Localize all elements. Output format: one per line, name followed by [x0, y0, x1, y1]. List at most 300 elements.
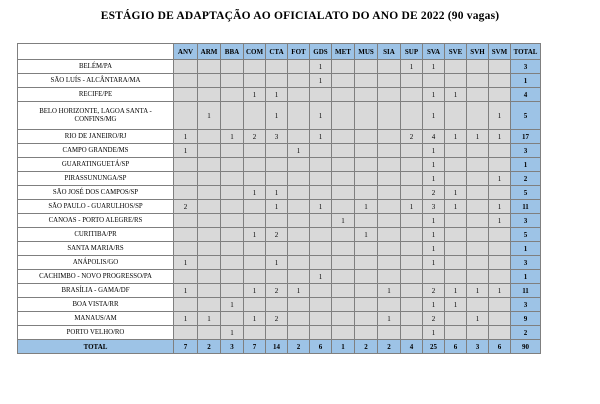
cell-svm: 1: [489, 200, 511, 214]
cell-sve: 1: [445, 284, 467, 298]
cell-cta: [266, 298, 288, 312]
row-total: 5: [511, 228, 541, 242]
row-label: CACHIMBO - NOVO PROGRESSO/PA: [18, 270, 174, 284]
total-sva: 25: [423, 340, 445, 354]
cell-com: [244, 144, 266, 158]
cell-sva: 1: [423, 172, 445, 186]
cell-met: [332, 60, 355, 74]
cell-svh: 1: [467, 130, 489, 144]
cell-arm: [198, 228, 221, 242]
row-label: GUARATINGUETÁ/SP: [18, 158, 174, 172]
cell-gds: [310, 214, 332, 228]
cell-com: [244, 214, 266, 228]
cell-arm: [198, 214, 221, 228]
row-total: 5: [511, 102, 541, 130]
cell-anv: 1: [174, 144, 198, 158]
table-row: [18, 74, 541, 88]
row-label: CURITIBA/PR: [18, 228, 174, 242]
cell-com: [244, 60, 266, 74]
cell-anv: 2: [174, 200, 198, 214]
table-row: [18, 298, 541, 312]
cell-fot: [288, 214, 310, 228]
cell-anv: 1: [174, 284, 198, 298]
cell-sve: [445, 228, 467, 242]
cell-met: [332, 298, 355, 312]
cell-cta: 1: [266, 186, 288, 200]
cell-arm: [198, 158, 221, 172]
row-label: BELO HORIZONTE, LAGOA SANTA - CONFINS/MG: [18, 102, 174, 130]
cell-bba: [221, 60, 244, 74]
cell-sve: 1: [445, 88, 467, 102]
cell-anv: [174, 270, 198, 284]
cell-anv: [174, 60, 198, 74]
cell-sup: 2: [401, 130, 423, 144]
cell-sve: [445, 326, 467, 340]
column-header-cta: CTA: [266, 44, 288, 60]
cell-sva: 1: [423, 158, 445, 172]
cell-sup: [401, 326, 423, 340]
total-cta: 14: [266, 340, 288, 354]
cell-com: 2: [244, 130, 266, 144]
total-arm: 2: [198, 340, 221, 354]
row-total: 9: [511, 312, 541, 326]
cell-sup: [401, 242, 423, 256]
cell-sia: [378, 326, 401, 340]
cell-met: 1: [332, 214, 355, 228]
cell-arm: 1: [198, 312, 221, 326]
totals-row: [18, 340, 541, 354]
cell-met: [332, 270, 355, 284]
table-row: [18, 284, 541, 298]
cell-sve: [445, 270, 467, 284]
cell-svm: 1: [489, 214, 511, 228]
cell-met: [332, 88, 355, 102]
cell-sia: [378, 186, 401, 200]
cell-bba: 1: [221, 326, 244, 340]
total-sia: 2: [378, 340, 401, 354]
cell-svm: [489, 326, 511, 340]
cell-arm: [198, 256, 221, 270]
column-header-total: TOTAL: [511, 44, 541, 60]
cell-com: [244, 172, 266, 186]
table-row: [18, 172, 541, 186]
row-total: 1: [511, 242, 541, 256]
cell-arm: [198, 130, 221, 144]
cell-mus: 1: [355, 200, 378, 214]
cell-anv: [174, 74, 198, 88]
cell-mus: [355, 298, 378, 312]
cell-cta: [266, 270, 288, 284]
cell-com: 1: [244, 312, 266, 326]
cell-sup: [401, 74, 423, 88]
cell-bba: [221, 102, 244, 130]
row-label: RIO DE JANEIRO/RJ: [18, 130, 174, 144]
cell-fot: [288, 298, 310, 312]
cell-svm: [489, 256, 511, 270]
cell-svh: [467, 144, 489, 158]
cell-sva: 3: [423, 200, 445, 214]
cell-gds: [310, 312, 332, 326]
cell-met: [332, 172, 355, 186]
cell-mus: [355, 130, 378, 144]
cell-sia: [378, 60, 401, 74]
cell-svh: [467, 256, 489, 270]
row-label: PORTO VELHO/RO: [18, 326, 174, 340]
cell-met: [332, 186, 355, 200]
cell-mus: [355, 144, 378, 158]
cell-bba: [221, 242, 244, 256]
cell-bba: [221, 284, 244, 298]
cell-sup: [401, 284, 423, 298]
cell-sve: [445, 74, 467, 88]
cell-svh: [467, 326, 489, 340]
table-row: [18, 186, 541, 200]
cell-met: [332, 144, 355, 158]
cell-sup: 1: [401, 200, 423, 214]
cell-mus: [355, 172, 378, 186]
cell-sia: [378, 256, 401, 270]
cell-fot: [288, 102, 310, 130]
cell-com: [244, 242, 266, 256]
cell-fot: [288, 200, 310, 214]
cell-gds: [310, 326, 332, 340]
row-total: 17: [511, 130, 541, 144]
cell-anv: [174, 228, 198, 242]
cell-gds: 1: [310, 200, 332, 214]
cell-svh: [467, 60, 489, 74]
cell-com: 1: [244, 228, 266, 242]
cell-sva: 2: [423, 284, 445, 298]
table-row: [18, 88, 541, 102]
cell-sia: [378, 298, 401, 312]
cell-com: [244, 200, 266, 214]
cell-fot: [288, 312, 310, 326]
table-row: [18, 326, 541, 340]
cell-met: [332, 312, 355, 326]
cell-sve: [445, 242, 467, 256]
cell-gds: [310, 186, 332, 200]
cell-bba: [221, 200, 244, 214]
cell-svm: [489, 144, 511, 158]
cell-com: [244, 158, 266, 172]
total-com: 7: [244, 340, 266, 354]
cell-fot: [288, 228, 310, 242]
cell-fot: [288, 270, 310, 284]
cell-cta: [266, 60, 288, 74]
total-svm: 6: [489, 340, 511, 354]
cell-cta: 1: [266, 200, 288, 214]
cell-bba: [221, 172, 244, 186]
cell-arm: [198, 200, 221, 214]
total-sup: 4: [401, 340, 423, 354]
cell-mus: [355, 102, 378, 130]
column-header-sup: SUP: [401, 44, 423, 60]
total-sve: 6: [445, 340, 467, 354]
row-label: SÃO PAULO - GUARULHOS/SP: [18, 200, 174, 214]
cell-sia: [378, 200, 401, 214]
cell-svm: 1: [489, 284, 511, 298]
cell-sia: [378, 130, 401, 144]
cell-anv: [174, 242, 198, 256]
cell-cta: 3: [266, 130, 288, 144]
row-total: 3: [511, 256, 541, 270]
cell-sva: 1: [423, 144, 445, 158]
cell-arm: [198, 270, 221, 284]
row-total: 3: [511, 214, 541, 228]
cell-sup: [401, 172, 423, 186]
cell-mus: [355, 312, 378, 326]
cell-svh: 1: [467, 284, 489, 298]
row-total: 2: [511, 172, 541, 186]
cell-bba: [221, 158, 244, 172]
cell-bba: [221, 88, 244, 102]
cell-svm: [489, 242, 511, 256]
cell-cta: [266, 326, 288, 340]
cell-gds: 1: [310, 130, 332, 144]
row-label: SÃO JOSÉ DOS CAMPOS/SP: [18, 186, 174, 200]
cell-mus: [355, 256, 378, 270]
total-bba: 3: [221, 340, 244, 354]
column-header-arm: ARM: [198, 44, 221, 60]
cell-sia: [378, 144, 401, 158]
cell-mus: 1: [355, 228, 378, 242]
column-header-svh: SVH: [467, 44, 489, 60]
table-row: [18, 242, 541, 256]
cell-svh: [467, 88, 489, 102]
row-total: 3: [511, 144, 541, 158]
cell-arm: [198, 242, 221, 256]
cell-sia: 1: [378, 284, 401, 298]
cell-svh: 1: [467, 312, 489, 326]
cell-svh: [467, 228, 489, 242]
cell-anv: 1: [174, 312, 198, 326]
cell-met: [332, 158, 355, 172]
cell-svh: [467, 200, 489, 214]
row-label: ANÁPOLIS/GO: [18, 256, 174, 270]
cell-anv: 1: [174, 130, 198, 144]
cell-sve: [445, 256, 467, 270]
total-gds: 6: [310, 340, 332, 354]
cell-anv: [174, 102, 198, 130]
cell-sup: [401, 158, 423, 172]
cell-svh: [467, 102, 489, 130]
cell-cta: 2: [266, 312, 288, 326]
cell-sia: [378, 158, 401, 172]
cell-sup: [401, 214, 423, 228]
cell-arm: [198, 326, 221, 340]
cell-anv: [174, 88, 198, 102]
cell-gds: [310, 228, 332, 242]
total-anv: 7: [174, 340, 198, 354]
cell-cta: 2: [266, 284, 288, 298]
row-total: 3: [511, 298, 541, 312]
cell-sva: 1: [423, 298, 445, 312]
cell-sia: 1: [378, 312, 401, 326]
cell-sia: [378, 88, 401, 102]
cell-cta: [266, 242, 288, 256]
column-header-com: COM: [244, 44, 266, 60]
cell-fot: [288, 242, 310, 256]
cell-anv: [174, 172, 198, 186]
cell-com: [244, 326, 266, 340]
cell-met: [332, 102, 355, 130]
row-label: BOA VISTA/RR: [18, 298, 174, 312]
cell-fot: [288, 186, 310, 200]
column-header-fot: FOT: [288, 44, 310, 60]
cell-sve: [445, 158, 467, 172]
cell-anv: [174, 158, 198, 172]
cell-sve: 1: [445, 130, 467, 144]
cell-fot: [288, 172, 310, 186]
cell-mus: [355, 60, 378, 74]
cell-com: 1: [244, 88, 266, 102]
cell-met: [332, 74, 355, 88]
cell-cta: 1: [266, 256, 288, 270]
cell-arm: [198, 172, 221, 186]
total-svh: 3: [467, 340, 489, 354]
row-total: 1: [511, 158, 541, 172]
cell-sva: 1: [423, 228, 445, 242]
cell-com: [244, 270, 266, 284]
cell-svh: [467, 158, 489, 172]
cell-mus: [355, 158, 378, 172]
cell-sia: [378, 172, 401, 186]
cell-svm: [489, 88, 511, 102]
row-label: CAMPO GRANDE/MS: [18, 144, 174, 158]
cell-sve: [445, 172, 467, 186]
cell-sup: [401, 228, 423, 242]
cell-arm: [198, 88, 221, 102]
cell-arm: [198, 74, 221, 88]
cell-sup: [401, 144, 423, 158]
column-header-sva: SVA: [423, 44, 445, 60]
cell-gds: [310, 284, 332, 298]
cell-anv: [174, 326, 198, 340]
table-row: [18, 256, 541, 270]
cell-com: 1: [244, 186, 266, 200]
cell-sva: 2: [423, 312, 445, 326]
cell-svm: 1: [489, 102, 511, 130]
cell-fot: [288, 60, 310, 74]
cell-sup: [401, 312, 423, 326]
cell-svm: [489, 158, 511, 172]
cell-mus: [355, 242, 378, 256]
cell-com: 1: [244, 284, 266, 298]
cell-anv: 1: [174, 256, 198, 270]
table-row: [18, 144, 541, 158]
cell-svh: [467, 298, 489, 312]
cell-sve: 1: [445, 298, 467, 312]
page-title: ESTÁGIO DE ADAPTAÇÃO AO OFICIALATO DO ANO DE 2022 (90 vagas): [100, 10, 500, 22]
cell-sia: [378, 242, 401, 256]
table-row: [18, 60, 541, 74]
cell-sia: [378, 228, 401, 242]
cell-sup: [401, 298, 423, 312]
cell-gds: 1: [310, 270, 332, 284]
cell-met: [332, 326, 355, 340]
cell-sva: [423, 270, 445, 284]
cell-sva: 1: [423, 326, 445, 340]
row-label: RECIFE/PE: [18, 88, 174, 102]
cell-gds: 1: [310, 74, 332, 88]
cell-arm: [198, 186, 221, 200]
cell-gds: [310, 242, 332, 256]
cell-sve: [445, 214, 467, 228]
row-total: 5: [511, 186, 541, 200]
cell-sia: [378, 102, 401, 130]
row-total: 3: [511, 60, 541, 74]
cell-svm: [489, 60, 511, 74]
cell-bba: 1: [221, 298, 244, 312]
cell-sva: 1: [423, 88, 445, 102]
cell-svh: [467, 270, 489, 284]
cell-fot: [288, 74, 310, 88]
cell-mus: [355, 214, 378, 228]
table-row: [18, 200, 541, 214]
column-header-mus: MUS: [355, 44, 378, 60]
cell-sva: 4: [423, 130, 445, 144]
cell-met: [332, 256, 355, 270]
cell-bba: [221, 312, 244, 326]
cell-svh: [467, 214, 489, 228]
table-row: [18, 270, 541, 284]
cell-bba: [221, 256, 244, 270]
cell-fot: [288, 256, 310, 270]
row-total: 1: [511, 270, 541, 284]
cell-cta: 1: [266, 88, 288, 102]
cell-gds: [310, 298, 332, 312]
cell-anv: [174, 214, 198, 228]
column-header-svm: SVM: [489, 44, 511, 60]
cell-sup: [401, 256, 423, 270]
cell-mus: [355, 186, 378, 200]
totals-label: TOTAL: [18, 340, 174, 354]
cell-arm: 1: [198, 102, 221, 130]
cell-svm: [489, 312, 511, 326]
cell-bba: [221, 144, 244, 158]
table-row: [18, 312, 541, 326]
cell-sia: [378, 74, 401, 88]
cell-sva: [423, 74, 445, 88]
header-row: [18, 44, 541, 60]
cell-svm: [489, 298, 511, 312]
cell-sup: [401, 88, 423, 102]
cell-arm: [198, 144, 221, 158]
cell-fot: [288, 88, 310, 102]
cell-fot: 1: [288, 284, 310, 298]
column-header-sve: SVE: [445, 44, 467, 60]
cell-com: [244, 256, 266, 270]
cell-bba: [221, 228, 244, 242]
cell-fot: 1: [288, 144, 310, 158]
cell-met: [332, 242, 355, 256]
cell-svh: [467, 242, 489, 256]
grand-total: 90: [511, 340, 541, 354]
cell-bba: 1: [221, 130, 244, 144]
cell-com: [244, 74, 266, 88]
cell-gds: [310, 256, 332, 270]
cell-svm: [489, 186, 511, 200]
cell-cta: [266, 74, 288, 88]
cell-mus: [355, 270, 378, 284]
cell-arm: [198, 60, 221, 74]
header-corner: [18, 44, 174, 60]
total-fot: 2: [288, 340, 310, 354]
row-label: BELÉM/PA: [18, 60, 174, 74]
cell-cta: 2: [266, 228, 288, 242]
cell-sva: 1: [423, 60, 445, 74]
column-header-met: MET: [332, 44, 355, 60]
